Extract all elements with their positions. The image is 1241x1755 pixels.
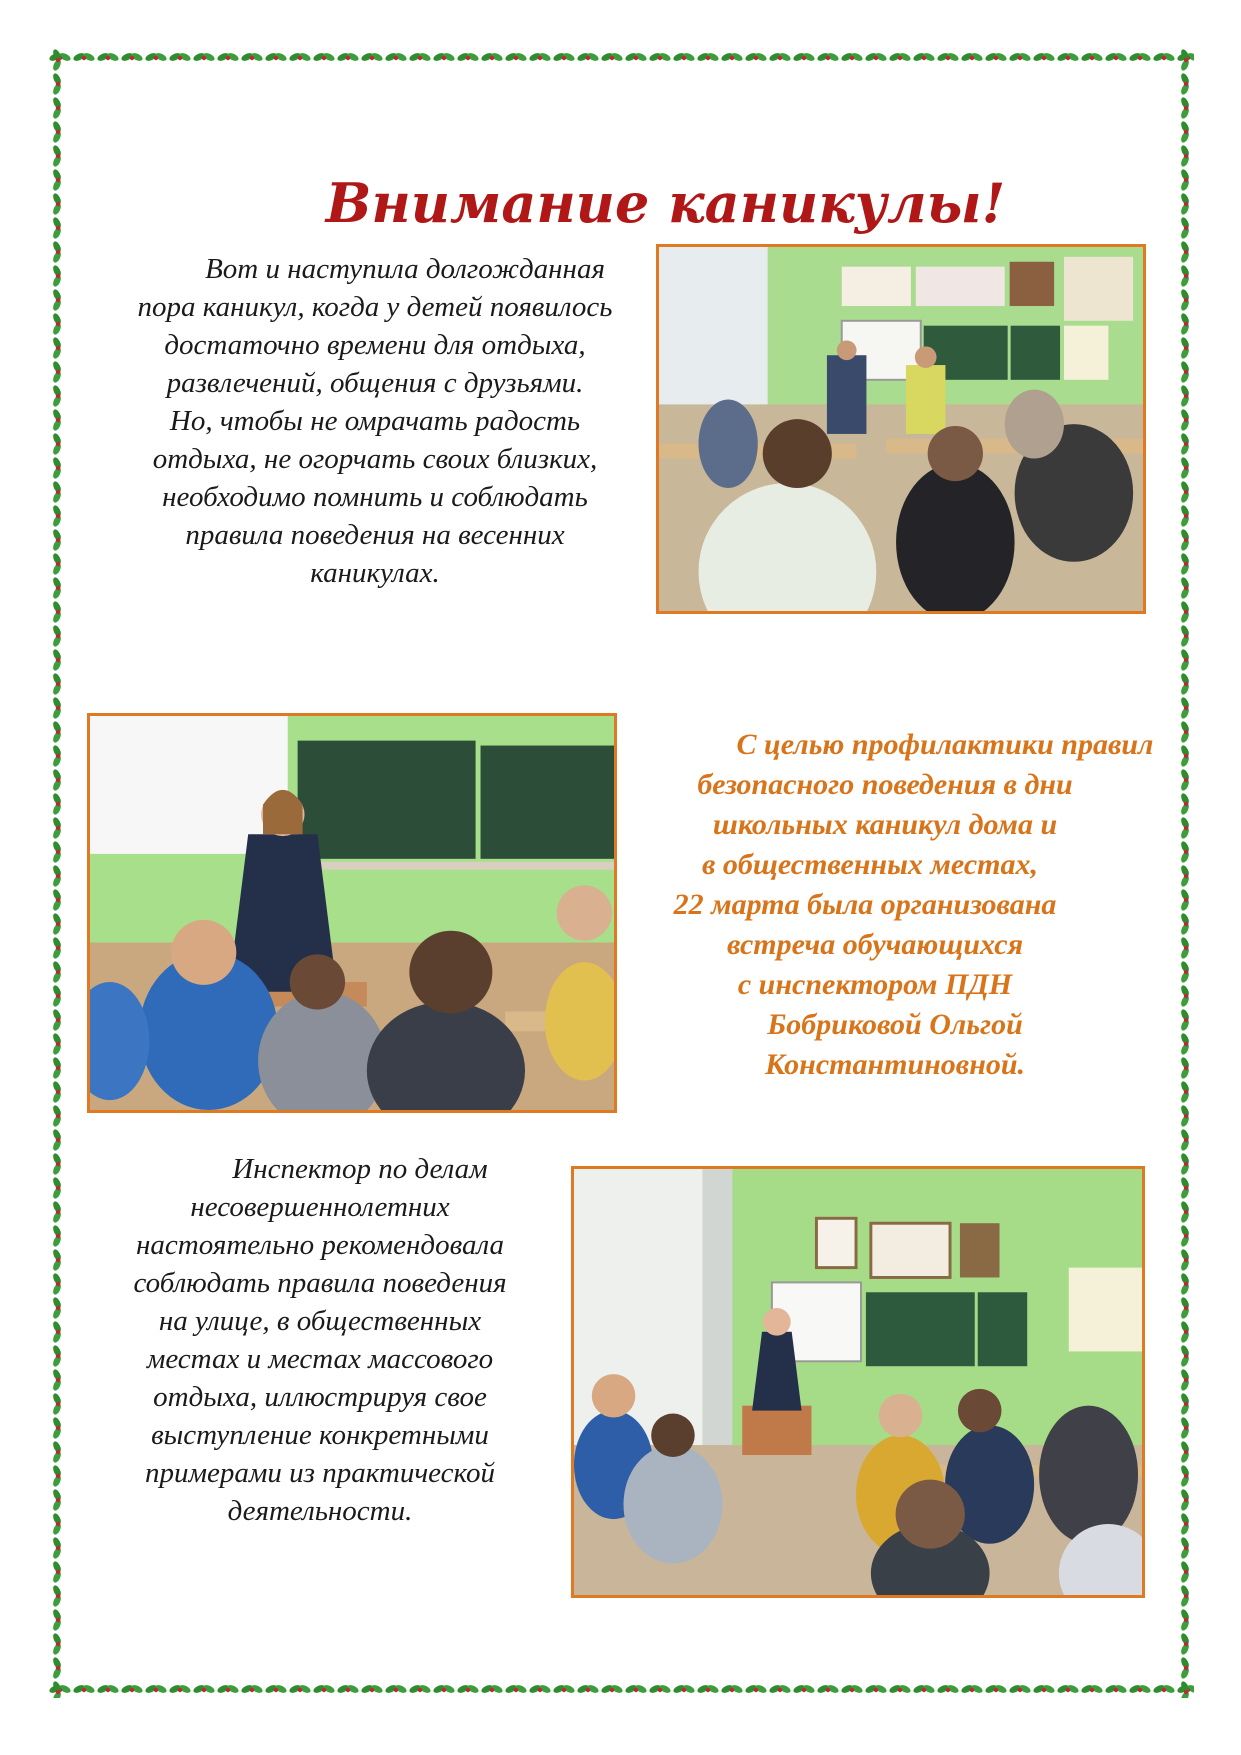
- inspector-line: Инспектор по делам: [232, 1153, 488, 1185]
- inspector-paragraph: [100, 1150, 540, 1530]
- intro-line: развлечений, общения с друзьями.: [166, 367, 584, 399]
- page-title: Внимание каникулы!: [325, 171, 1006, 236]
- inspector-line: деятельности.: [227, 1495, 413, 1527]
- inspector-line: отдыха, иллюстрируя свое: [153, 1381, 487, 1413]
- intro-line: необходимо помнить и соблюдать: [162, 481, 588, 513]
- inspector-line: на улице, в общественных: [158, 1305, 482, 1337]
- intro-line: Но, чтобы не омрачать радость: [169, 405, 581, 437]
- event-line: Константиновной.: [764, 1048, 1026, 1081]
- intro-line: отдыха, не огорчать своих близких,: [152, 443, 598, 475]
- event-line: Бобриковой Ольгой: [767, 1008, 1023, 1041]
- intro-line: каникулах.: [310, 557, 440, 589]
- event-line: школьных каникул дома и: [712, 808, 1058, 841]
- inspector-line: настоятельно рекомендовала: [136, 1229, 504, 1261]
- intro-line: пора каникул, когда у детей появилось: [137, 291, 613, 323]
- intro-paragraph: [100, 250, 650, 592]
- event-paragraph: [660, 725, 1190, 1085]
- event-line: С целью профилактики правил: [736, 728, 1154, 761]
- classroom-photo-1: [656, 244, 1146, 614]
- inspector-line: примерами из практической: [145, 1457, 495, 1489]
- classroom-photo-3: [571, 1166, 1145, 1598]
- event-line: с инспектором ПДН: [737, 968, 1013, 1001]
- inspector-line: несовершеннолетних: [190, 1191, 450, 1223]
- classroom-photo-2: [87, 713, 617, 1113]
- intro-line: Вот и наступила долгожданная: [205, 253, 605, 285]
- event-line: 22 марта была организована: [673, 888, 1057, 921]
- inspector-line: соблюдать правила поведения: [133, 1267, 507, 1299]
- holly-border-bottom: [48, 1680, 1194, 1698]
- holly-border-left: [48, 48, 66, 1698]
- event-line: встреча обучающихся: [726, 928, 1024, 961]
- holly-border-top: [48, 48, 1194, 66]
- intro-line: правила поведения на весенних: [185, 519, 565, 551]
- intro-line: достаточно времени для отдыха,: [164, 329, 586, 361]
- event-line: в общественных местах,: [701, 848, 1039, 881]
- inspector-line: выступление конкретными: [151, 1419, 489, 1451]
- event-line: безопасного поведения в дни: [697, 768, 1073, 801]
- inspector-line: местах и местах массового: [146, 1343, 494, 1375]
